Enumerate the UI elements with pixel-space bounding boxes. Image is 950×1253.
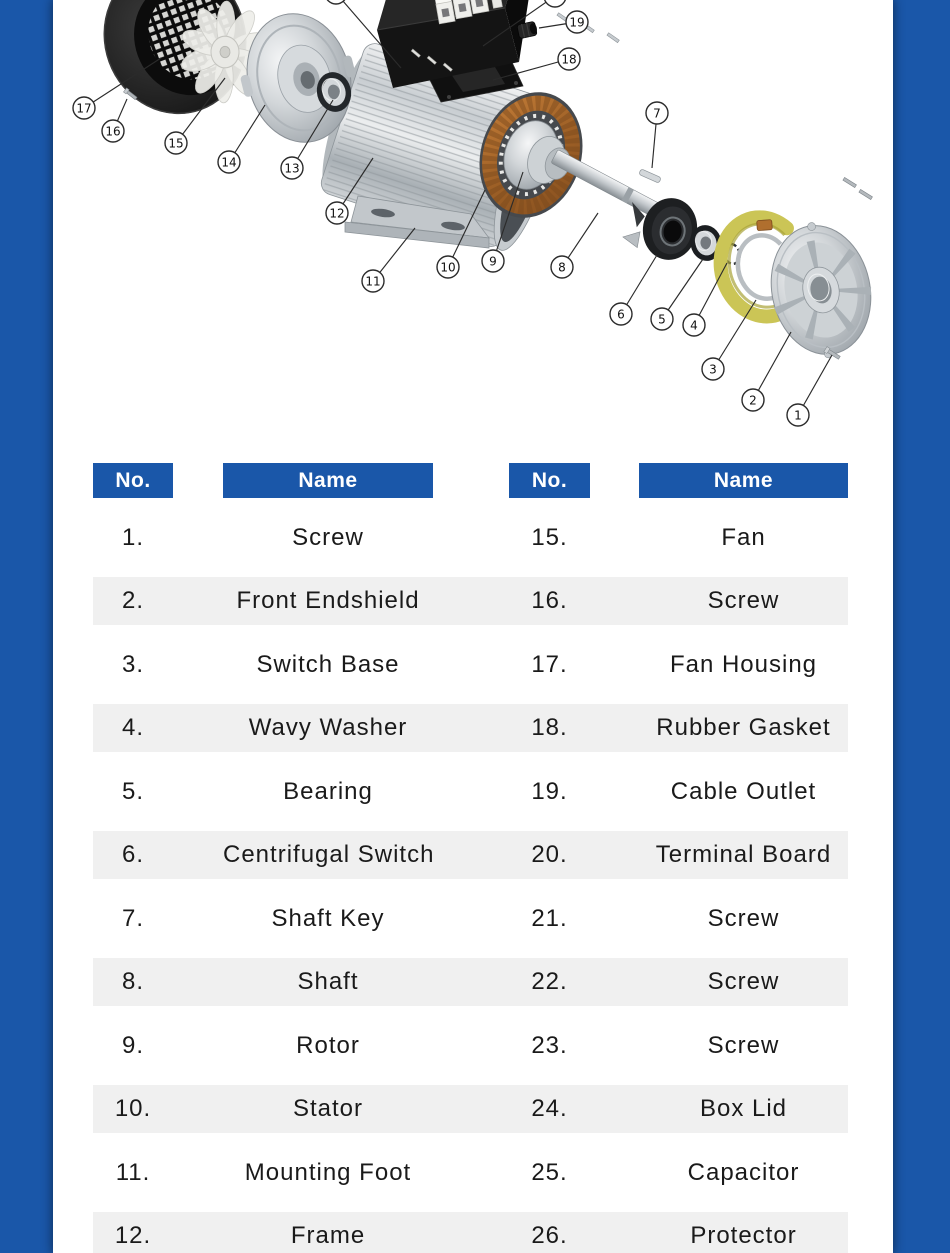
part-number-cell: 2. [121, 587, 144, 615]
table-row [93, 570, 848, 634]
box-lid-screws [557, 13, 619, 43]
part-number-cell: 26. [531, 1222, 568, 1250]
parts-table [93, 463, 848, 1253]
svg-text:11: 11 [365, 274, 381, 289]
part-name-cell: Centrifugal Switch [223, 841, 435, 869]
callout-11 [362, 228, 415, 292]
column-header-no: No. [509, 463, 590, 498]
exploded-motor-diagram [53, 0, 893, 455]
table-row [93, 760, 848, 824]
page-margin-left [0, 0, 53, 1253]
part-name-cell: Cable Outlet [670, 777, 817, 805]
part-number-cell: 5. [121, 777, 144, 805]
table-body [93, 506, 848, 1253]
part-name-cell: Wavy Washer [248, 714, 408, 742]
svg-text:8: 8 [558, 260, 566, 275]
svg-text:7: 7 [653, 106, 661, 121]
svg-text:2: 2 [749, 393, 757, 408]
part-number-cell: 23. [531, 1031, 568, 1059]
part-number-cell: 1. [121, 523, 144, 551]
part-number-cell: 19. [531, 777, 568, 805]
part-name-cell: Terminal Board [655, 841, 832, 869]
part-number-cell: 15. [531, 523, 568, 551]
svg-text:9: 9 [489, 254, 497, 269]
part-number-cell: 18. [531, 714, 568, 742]
column-header-no: No. [93, 463, 173, 498]
part-number-cell: 20. [531, 841, 568, 869]
table-row [93, 1205, 848, 1253]
svg-text:6: 6 [617, 307, 625, 322]
svg-text:4: 4 [690, 318, 698, 333]
svg-text:5: 5 [658, 312, 666, 327]
table-row [93, 506, 848, 570]
svg-text:12: 12 [329, 206, 345, 221]
part-name-cell: Screw [707, 968, 780, 996]
callout-7 [646, 102, 668, 168]
column-header-name: Name [223, 463, 433, 498]
callout-16 [102, 99, 127, 142]
callout-6 [610, 255, 657, 325]
callout-3 [702, 300, 756, 380]
part-name-cell: Fan [721, 523, 766, 551]
part-name-cell: Stator [292, 1095, 364, 1123]
table-header-row [93, 463, 848, 498]
callout-1 [787, 355, 832, 426]
part-name-cell: Screw [707, 904, 780, 932]
callout-14 [218, 105, 265, 173]
part-name-cell: Capacitor [687, 1158, 800, 1186]
part-number-cell: 12. [114, 1222, 152, 1250]
part-number-cell: 25. [531, 1158, 568, 1186]
shaft-key [639, 169, 662, 183]
svg-text:3: 3 [709, 362, 717, 377]
front-endshield [758, 213, 883, 367]
part-name-cell: Front Endshield [236, 587, 420, 615]
svg-text:18: 18 [561, 52, 577, 67]
table-row [93, 633, 848, 697]
table-row [93, 697, 848, 761]
callout-19 [539, 11, 588, 33]
part-name-cell: Mounting Foot [244, 1158, 412, 1186]
part-number-cell: 4. [121, 714, 144, 742]
part-number-cell: 8. [121, 968, 144, 996]
table-row [93, 1014, 848, 1078]
part-number-cell: 9. [121, 1031, 144, 1059]
column-header-name: Name [639, 463, 848, 498]
svg-text:16: 16 [105, 124, 121, 139]
part-name-cell: Frame [290, 1222, 366, 1250]
exploded-motor-svg [53, 0, 893, 455]
part-name-cell: Rotor [296, 1031, 360, 1059]
content-page [53, 0, 893, 1253]
part-name-cell: Protector [690, 1222, 797, 1250]
page-margin-right [893, 0, 950, 1253]
svg-text:15: 15 [168, 136, 184, 151]
part-number-cell: 21. [531, 904, 568, 932]
callout-2 [742, 332, 791, 411]
part-number-cell: 16. [531, 587, 568, 615]
svg-text:1: 1 [794, 408, 802, 423]
svg-text:13: 13 [284, 161, 300, 176]
part-number-cell: 3. [121, 650, 144, 678]
part-number-cell: 6. [121, 841, 144, 869]
endshield-screws [843, 177, 873, 199]
part-number-cell: 11. [115, 1158, 151, 1186]
part-name-cell: Shaft Key [271, 904, 385, 932]
table-row [93, 824, 848, 888]
part-number-cell: 24. [531, 1095, 568, 1123]
part-name-cell: Screw [707, 587, 780, 615]
part-number-cell: 22. [531, 968, 568, 996]
part-name-cell: Screw [292, 523, 364, 551]
table-row [93, 1078, 848, 1142]
part-number-cell: 7. [121, 904, 144, 932]
part-name-cell: Box Lid [699, 1095, 788, 1123]
part-name-cell: Screw [707, 1031, 780, 1059]
svg-text:17: 17 [76, 101, 92, 116]
part-name-cell: Fan Housing [669, 650, 818, 678]
callout-8 [551, 213, 598, 278]
svg-text:14: 14 [221, 155, 237, 170]
table-row [93, 887, 848, 951]
part-number-cell: 17. [531, 650, 568, 678]
svg-text:19: 19 [569, 15, 585, 30]
part-number-cell: 10. [114, 1095, 152, 1123]
part-name-cell: Shaft [297, 968, 359, 996]
table-row [93, 951, 848, 1015]
part-name-cell: Bearing [283, 777, 373, 805]
part-name-cell: Switch Base [256, 650, 400, 678]
table-row [93, 1141, 848, 1205]
part-name-cell: Rubber Gasket [656, 714, 831, 742]
svg-text:10: 10 [440, 260, 456, 275]
